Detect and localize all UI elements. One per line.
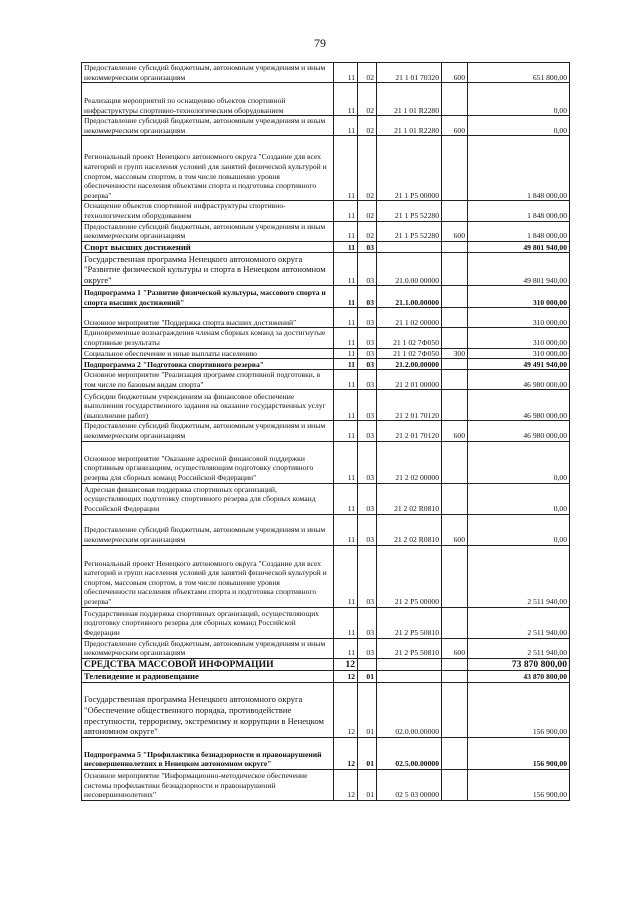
row-amount: 1 848 000,00 <box>468 136 570 201</box>
row-expense-type <box>442 607 468 638</box>
row-target-article <box>377 670 442 682</box>
row-name: Единовременные вознаграждения членам сборных команд за достигнутые спортивные результаты <box>82 328 334 348</box>
row-expense-type <box>442 328 468 348</box>
row-name: СРЕДСТВА МАССОВОЙ ИНФОРМАЦИИ <box>82 658 334 670</box>
row-name: Предоставление субсидий бюджетным, автономным учреждениям и иным некоммерческим организациям <box>82 221 334 241</box>
row-section-code: 11 <box>334 286 358 308</box>
row-expense-type: 600 <box>442 514 468 545</box>
row-target-article: 21 1 02 7Ф050 <box>377 348 442 359</box>
row-expense-type: 600 <box>442 63 468 83</box>
row-name: Основное мероприятие "Реализация программ спортивной подготовки, в том числе по базовым видам спорта" <box>82 370 334 390</box>
row-subsection-code: 03 <box>358 308 377 328</box>
page-number: 79 <box>314 36 326 50</box>
row-subsection-code: 02 <box>358 201 377 221</box>
row-target-article: 21 2 02 R0810 <box>377 483 442 514</box>
row-name: Предоставление субсидий бюджетным, автономным учреждениям и иным некоммерческим организациям <box>82 421 334 441</box>
table-row <box>82 769 570 800</box>
row-amount: 310 000,00 <box>468 348 570 359</box>
row-expense-type <box>442 658 468 670</box>
row-name: Предоставление субсидий бюджетным, автономным учреждениям и иным некоммерческим организациям <box>82 514 334 545</box>
row-section-code: 11 <box>334 370 358 390</box>
row-subsection-code: 03 <box>358 421 377 441</box>
row-subsection-code: 03 <box>358 348 377 359</box>
row-amount: 0,00 <box>468 441 570 483</box>
table-row <box>82 670 570 682</box>
table-row <box>82 441 570 483</box>
row-amount: 1 848 000,00 <box>468 201 570 221</box>
row-target-article: 21 1 01 R2280 <box>377 83 442 116</box>
row-expense-type <box>442 390 468 421</box>
table-row <box>82 136 570 201</box>
row-target-article: 02.0.00.00000 <box>377 682 442 737</box>
row-amount: 0,00 <box>468 483 570 514</box>
row-target-article: 21.2.00.00000 <box>377 359 442 370</box>
table-row <box>82 390 570 421</box>
row-expense-type <box>442 370 468 390</box>
row-target-article: 21 1 02 00000 <box>377 308 442 328</box>
row-name: Социальное обеспечение и иные выплаты населению <box>82 348 334 359</box>
row-section-code: 11 <box>334 221 358 241</box>
row-amount: 2 511 940,00 <box>468 638 570 658</box>
row-expense-type <box>442 737 468 769</box>
row-section-code: 11 <box>334 116 358 136</box>
table-row <box>82 348 570 359</box>
row-target-article: 21 2 P5 50810 <box>377 638 442 658</box>
row-expense-type <box>442 359 468 370</box>
row-section-code: 11 <box>334 63 358 83</box>
row-target-article: 02.5.00.00000 <box>377 737 442 769</box>
row-section-code: 12 <box>334 769 358 800</box>
row-amount: 2 511 940,00 <box>468 607 570 638</box>
row-target-article: 21 1 P5 00000 <box>377 136 442 201</box>
row-target-article: 21 2 02 R0810 <box>377 514 442 545</box>
row-name: Основное мероприятие "Поддержка спорта высших достижений" <box>82 308 334 328</box>
row-section-code: 11 <box>334 328 358 348</box>
row-name: Основное мероприятие "Оказание адресной финансовой поддержки спортивным организациям, осуществляющим подготовку спортивного резерва для сборных команд Российской Федерации" <box>82 441 334 483</box>
row-expense-type <box>442 308 468 328</box>
row-section-code: 12 <box>334 670 358 682</box>
row-name: Подпрограмма 2 "Подготовка спортивного резерва" <box>82 359 334 370</box>
row-subsection-code: 03 <box>358 286 377 308</box>
row-name: Государственная программа Ненецкого автономного округа "Обеспечение общественного порядка, противодействие преступности, терроризму, экстремизму и коррупции в Ненецком автономном округе" <box>82 682 334 737</box>
row-name: Региональный проект Ненецкого автономного округа "Создание для всех категорий и групп населения условий для занятий физической культурой и спортом, массовым спортом, в том числе повышение уровня обеспеченности населения объектами спорта и подготовка спортивного резерва" <box>82 136 334 201</box>
row-subsection-code: 03 <box>358 328 377 348</box>
row-subsection-code: 01 <box>358 769 377 800</box>
row-amount: 73 870 800,00 <box>468 658 570 670</box>
row-amount: 49 801 940,00 <box>468 253 570 286</box>
row-section-code: 11 <box>334 83 358 116</box>
row-target-article: 02 5 03 00000 <box>377 769 442 800</box>
row-section-code: 11 <box>334 638 358 658</box>
row-target-article: 21.1.00.00000 <box>377 286 442 308</box>
row-name: Региональный проект Ненецкого автономного округа "Создание для всех категорий и групп населения условий для занятий физической культурой и спортом, массовым спортом, в том числе повышение уровня обеспеченности населения объектами спорта и подготовка спортивного резерва" <box>82 545 334 607</box>
row-name: Телевидение и радиовещание <box>82 670 334 682</box>
table-row <box>82 201 570 221</box>
row-name: Основное мероприятие "Информационно-методическое обеспечение системы профилактики безнадзорности и правонарушений несовершеннолетних" <box>82 769 334 800</box>
table-row <box>82 308 570 328</box>
table-row <box>82 737 570 769</box>
table-row <box>82 116 570 136</box>
row-subsection-code: 02 <box>358 83 377 116</box>
table-row <box>82 286 570 308</box>
row-expense-type <box>442 670 468 682</box>
row-subsection-code: 01 <box>358 670 377 682</box>
row-target-article: 21 1 01 70320 <box>377 63 442 83</box>
row-expense-type <box>442 483 468 514</box>
row-subsection-code: 03 <box>358 483 377 514</box>
row-subsection-code: 03 <box>358 390 377 421</box>
row-amount: 46 980 000,00 <box>468 421 570 441</box>
row-target-article <box>377 241 442 253</box>
row-expense-type: 300 <box>442 348 468 359</box>
budget-table-body <box>82 63 570 801</box>
row-section-code: 11 <box>334 136 358 201</box>
row-name: Предоставление субсидий бюджетным, автономным учреждениям и иным некоммерческим организациям <box>82 638 334 658</box>
row-amount: 46 980 000,00 <box>468 390 570 421</box>
row-amount: 0,00 <box>468 83 570 116</box>
row-amount: 0,00 <box>468 116 570 136</box>
row-section-code: 11 <box>334 253 358 286</box>
row-subsection-code: 03 <box>358 370 377 390</box>
row-target-article: 21 1 01 R2280 <box>377 116 442 136</box>
row-expense-type <box>442 136 468 201</box>
row-expense-type <box>442 83 468 116</box>
row-amount: 310 000,00 <box>468 286 570 308</box>
row-amount: 310 000,00 <box>468 328 570 348</box>
row-name: Субсидии бюджетным учреждениям на финансовое обеспечение выполнения государственного задания на оказание государственных услуг (выполнение работ) <box>82 390 334 421</box>
row-section-code: 11 <box>334 545 358 607</box>
row-name: Предоставление субсидий бюджетным, автономным учреждениям и иным некоммерческим организациям <box>82 116 334 136</box>
table-row <box>82 63 570 83</box>
row-subsection-code: 02 <box>358 116 377 136</box>
row-amount: 651 800,00 <box>468 63 570 83</box>
table-row <box>82 658 570 670</box>
table-row <box>82 370 570 390</box>
row-subsection-code: 03 <box>358 359 377 370</box>
row-subsection-code: 03 <box>358 638 377 658</box>
row-section-code: 11 <box>334 308 358 328</box>
table-row <box>82 421 570 441</box>
row-amount: 49 801 940,00 <box>468 241 570 253</box>
table-row <box>82 545 570 607</box>
row-expense-type <box>442 545 468 607</box>
row-target-article: 21 2 P5 00000 <box>377 545 442 607</box>
table-row <box>82 483 570 514</box>
table-row <box>82 514 570 545</box>
row-target-article: 21.0.00 00000 <box>377 253 442 286</box>
row-section-code: 11 <box>334 607 358 638</box>
row-name: Спорт высших достижений <box>82 241 334 253</box>
row-amount: 43 870 800,00 <box>468 670 570 682</box>
row-expense-type <box>442 769 468 800</box>
row-target-article: 21 2 01 70120 <box>377 390 442 421</box>
row-subsection-code: 03 <box>358 545 377 607</box>
row-section-code: 11 <box>334 201 358 221</box>
row-section-code: 11 <box>334 441 358 483</box>
table-row <box>82 253 570 286</box>
row-target-article: 21 1 P5 52280 <box>377 201 442 221</box>
row-target-article: 21 1 P5 52280 <box>377 221 442 241</box>
row-name: Подпрограмма 1 "Развитие физической культуры, массового спорта и спорта высших достижений" <box>82 286 334 308</box>
table-row <box>82 328 570 348</box>
row-subsection-code: 03 <box>358 241 377 253</box>
row-target-article: 21 2 01 00000 <box>377 370 442 390</box>
row-target-article: 21 2 02 00000 <box>377 441 442 483</box>
row-name: Государственная программа Ненецкого автономного округа "Развитие физической культуры и спорта в Ненецком автономном округе" <box>82 253 334 286</box>
row-name: Государственная поддержка спортивных организаций, осуществляющих подготовку спортивного резерва для сборных команд Российской Федерации <box>82 607 334 638</box>
row-expense-type <box>442 682 468 737</box>
row-expense-type: 600 <box>442 421 468 441</box>
row-target-article <box>377 658 442 670</box>
row-subsection-code: 02 <box>358 63 377 83</box>
table-row <box>82 638 570 658</box>
row-subsection-code <box>358 658 377 670</box>
row-name: Оснащение объектов спортивной инфраструктуры спортивно-технологическим оборудованием <box>82 201 334 221</box>
row-amount: 2 511 940,00 <box>468 545 570 607</box>
row-amount: 310 000,00 <box>468 308 570 328</box>
table-row <box>82 607 570 638</box>
row-target-article: 21 2 01 70120 <box>377 421 442 441</box>
row-subsection-code: 01 <box>358 737 377 769</box>
row-section-code: 11 <box>334 241 358 253</box>
row-amount: 1 848 000,00 <box>468 221 570 241</box>
row-subsection-code: 03 <box>358 514 377 545</box>
row-section-code: 12 <box>334 682 358 737</box>
row-name: Подпрограмма 5 "Профилактика безнадзорности и правонарушений несовершеннолетних в Ненецком автономном округе" <box>82 737 334 769</box>
row-amount: 49 491 940,00 <box>468 359 570 370</box>
row-section-code: 11 <box>334 390 358 421</box>
row-expense-type <box>442 241 468 253</box>
row-subsection-code: 03 <box>358 441 377 483</box>
row-subsection-code: 02 <box>358 221 377 241</box>
row-amount: 0,00 <box>468 514 570 545</box>
table-row <box>82 83 570 116</box>
row-expense-type <box>442 286 468 308</box>
row-subsection-code: 02 <box>358 136 377 201</box>
table-row <box>82 241 570 253</box>
row-expense-type: 600 <box>442 221 468 241</box>
row-amount: 156 900,00 <box>468 769 570 800</box>
row-target-article: 21 1 02 7Ф050 <box>377 328 442 348</box>
row-expense-type <box>442 201 468 221</box>
table-row <box>82 221 570 241</box>
row-subsection-code: 01 <box>358 682 377 737</box>
table-row <box>82 359 570 370</box>
row-amount: 156 900,00 <box>468 737 570 769</box>
row-subsection-code: 03 <box>358 607 377 638</box>
row-target-article: 21 2 P5 50810 <box>377 607 442 638</box>
row-section-code: 11 <box>334 421 358 441</box>
row-section-code: 11 <box>334 348 358 359</box>
row-amount: 46 980 000,00 <box>468 370 570 390</box>
row-expense-type: 600 <box>442 638 468 658</box>
row-section-code: 11 <box>334 483 358 514</box>
row-section-code: 12 <box>334 737 358 769</box>
budget-table <box>81 62 570 801</box>
row-expense-type <box>442 441 468 483</box>
row-amount: 156 900,00 <box>468 682 570 737</box>
row-name: Реализация мероприятий по оснащению объектов спортивной инфраструктуры спортивно-технологическим оборудованием <box>82 83 334 116</box>
row-subsection-code: 03 <box>358 253 377 286</box>
row-name: Предоставление субсидий бюджетным, автономным учреждениям и иным некоммерческим организациям <box>82 63 334 83</box>
row-section-code: 12 <box>334 658 358 670</box>
row-section-code: 11 <box>334 359 358 370</box>
table-row <box>82 682 570 737</box>
row-expense-type <box>442 253 468 286</box>
row-expense-type: 600 <box>442 116 468 136</box>
row-section-code: 11 <box>334 514 358 545</box>
row-name: Адресная финансовая поддержка спортивных организаций, осуществляющих подготовку спортивного резерва для сборных команд Российской Федерации <box>82 483 334 514</box>
